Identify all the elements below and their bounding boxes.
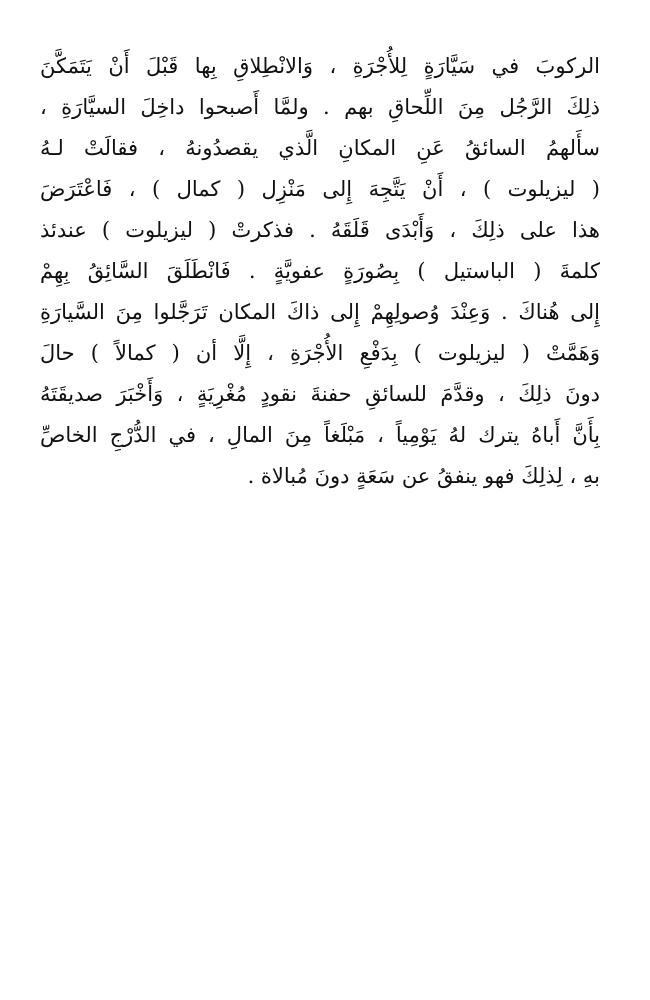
text-line-9: دونَ ذلِكَ ، وقدَّمَ للسائقِ حفنةَ نقودٍ مُغْرِيَةٍ ، وَأَخْبَرَ صديقَتَهُ: [40, 382, 600, 406]
text-line-4: ( ليزيلوت ) ، أَنْ يَتَّجِهَ إِلى مَنْزِل ( كمال ) ، فَاعْتَرَضَ: [40, 177, 600, 201]
text-line-7: إِلى هُناكَ . وَعِنْدَ وُصولِهِمْ إِلى ذاكَ المكان تَرَجَّلوا مِنَ السَّيارَةِ: [40, 300, 600, 324]
text-line-11: بهِ ، لِذلِكَ فهو ينفقُ عن سَعَةٍ دونَ مُبالاة .: [247, 464, 600, 488]
text-line-2: ذلِكَ الرَّجُل مِنَ اللِّحاقِ بهم . ولمَّا أَصبحوا داخِلَ السيَّارَةِ ،: [40, 95, 600, 119]
text-line-3: سأَلهمُ السائقُ عَنِ المكانِ الَّذي يقصدُونهُ ، فقالَتْ لـهُ: [40, 136, 600, 160]
text-line-6: كلمةَ ( الباستيل ) بِصُورَةٍ عفويَّةٍ . فَانْطَلَقَ السَّائِقُ بِهِمْ: [40, 259, 600, 283]
text-line-10: بِأَنَّ أَباهُ يترك لهُ يَوْمِياً ، مَبْلَغاً مِنَ المالِ ، في الدُّرْجِ الخاصِّ: [40, 423, 600, 447]
text-line-1: الركوبَ في سَيَّارَةٍ لِلأُجْرَةِ ، وَالانْطِلاقِ بِها قَبْلَ أَنْ يَتَمَكَّنَ: [40, 54, 600, 78]
text-line-8: وَهَمَّتْ ( ليزيلوت ) بِدَفْعِ الأُجْرَةِ ، إِلَّا أن ( كمالاً ) حالَ: [40, 341, 600, 365]
arabic-paragraph: [40, 46, 600, 497]
text-line-5: هذا على ذلِكَ ، وَأَبْدَى قَلَقَهُ . فذكرتْ ( ليزيلوت ) عندئذ: [40, 218, 600, 242]
